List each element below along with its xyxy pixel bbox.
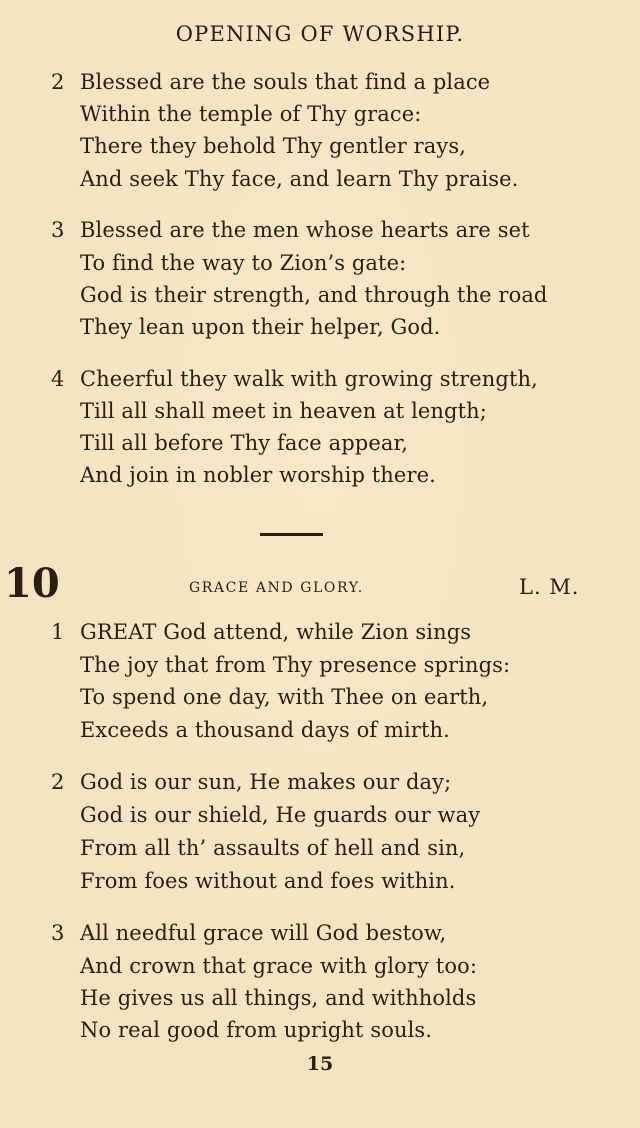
verse-line: The joy that from Thy presence springs: (80, 653, 511, 677)
verse-line: Exceeds a thousand days of mirth. (80, 718, 450, 742)
stanza-number: 2 (51, 70, 65, 94)
hymn-meter: L. M. (519, 575, 580, 599)
verse-line: To find the way to Zion’s gate: (80, 251, 407, 275)
verse-line: Blessed are the men whose hearts are set (80, 218, 530, 242)
stanza-number: 2 (51, 770, 65, 794)
verse-line: He gives us all things, and withholds (80, 986, 477, 1010)
stanza-number: 3 (51, 921, 65, 945)
verse-line: Blessed are the souls that find a place (80, 70, 491, 94)
verse-line: Cheerful they walk with growing strength, (80, 367, 538, 391)
verse-line: GREAT God attend, while Zion sings (80, 620, 472, 644)
verse-line: And crown that grace with glory too: (80, 954, 478, 978)
verse-line: All needful grace will God bestow, (80, 921, 447, 945)
verse-line: God is their strength, and through the road (80, 283, 548, 307)
section-divider (260, 533, 323, 536)
hymn-number: 10 (4, 560, 60, 607)
verse-line: Till all shall meet in heaven at length; (80, 399, 487, 423)
verse-line: And seek Thy face, and learn Thy praise. (80, 167, 519, 191)
verse-line: And join in nobler worship there. (80, 463, 436, 487)
verse-line: Within the temple of Thy grace: (80, 102, 422, 126)
running-head: OPENING OF WORSHIP. (175, 22, 465, 46)
verse-line: No real good from upright souls. (80, 1018, 433, 1042)
hymn-title: GRACE AND GLORY. (189, 580, 364, 596)
verse-line: God is our shield, He guards our way (80, 803, 481, 827)
stanza-number: 3 (51, 218, 65, 242)
verse-line: There they behold Thy gentler rays, (80, 134, 467, 158)
verse-line: Till all before Thy face appear, (80, 431, 409, 455)
verse-line: God is our sun, He makes our day; (80, 770, 452, 794)
page-number: 15 (306, 1053, 334, 1075)
verse-line: From foes without and foes within. (80, 869, 456, 893)
stanza-number: 4 (51, 367, 65, 391)
verse-line: To spend one day, with Thee on earth, (80, 685, 489, 709)
verse-line: From all th’ assaults of hell and sin, (80, 836, 466, 860)
verse-line: They lean upon their helper, God. (80, 315, 441, 339)
stanza-number: 1 (51, 620, 65, 644)
